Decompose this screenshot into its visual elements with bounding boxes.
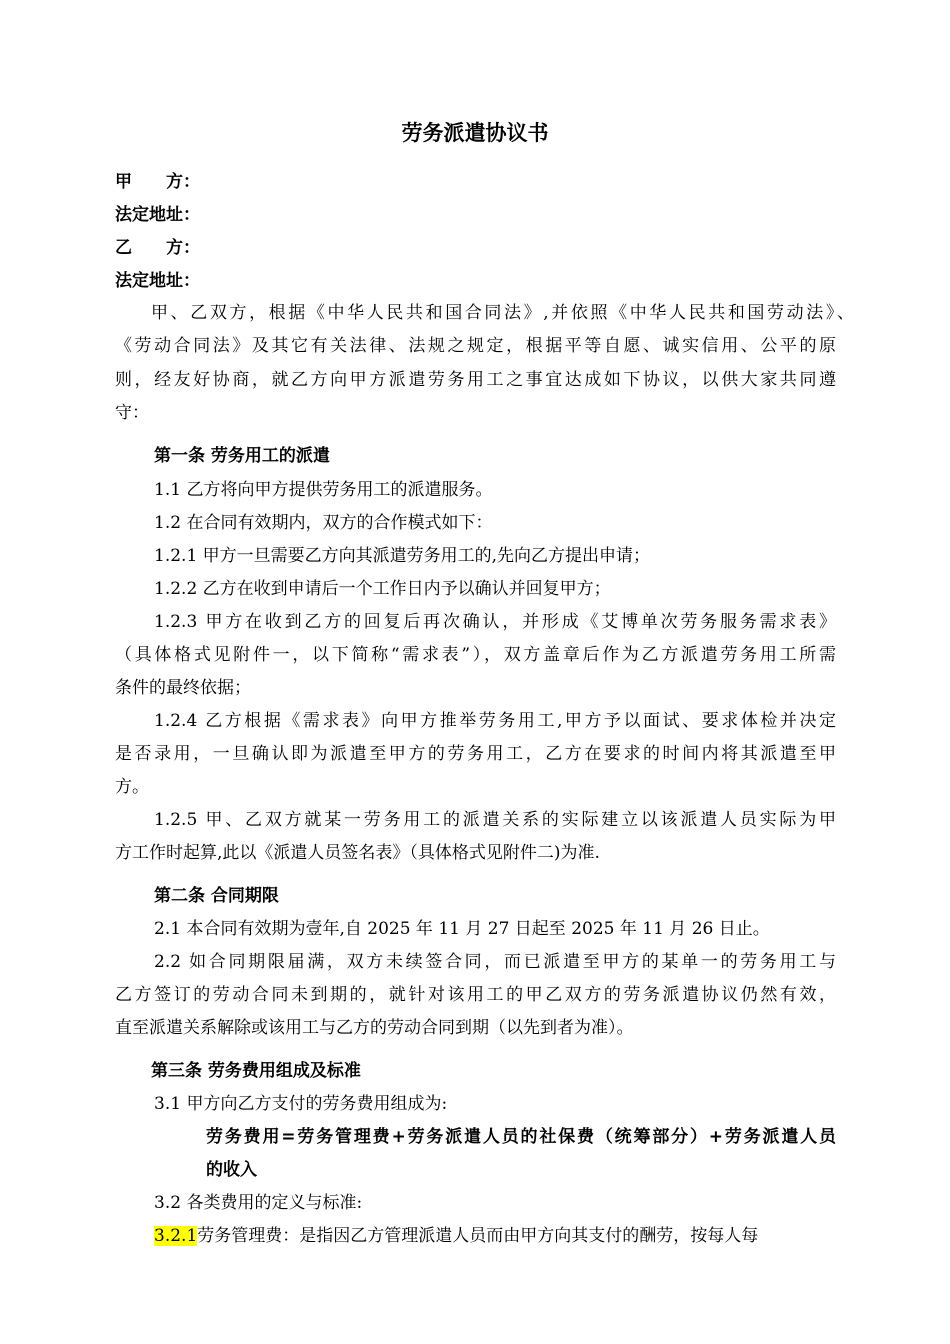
fee-formula-line: 的收入 [206,1160,257,1180]
clause-1-2-4-line: 1.2.4 乙方根据《需求表》向甲方推举劳务用工,甲方予以面试、要求体检并决定 [154,711,836,731]
highlighted-clause-number: 3.2.1 [154,1226,198,1246]
clause-2-2-line: 乙方签订的劳动合同未到期的，就针对该用工的甲乙双方的劳务派遣协议仍然有效， [115,985,836,1005]
clause-2-2-line: 直至派遣关系解除或该用工与乙方的劳动合同到期（以先到者为准）。 [115,1018,634,1038]
clause-3-1: 3.1 甲方向乙方支付的劳务费用组成为: [154,1094,448,1114]
article-2-heading: 第二条 合同期限 [154,886,279,906]
intro-line: 守： [115,403,149,423]
clause-1-2-5-line: 方工作时起算,此以《派遣人员签名表》（具体格式见附件二)为准. [115,843,600,863]
clause-2-2-line: 2.2 如合同期限届满，双方未续签合同，而已派遣至甲方的某单一的劳务用工与 [154,952,836,972]
clause-1-2-2: 1.2.2 乙方在收到申请后一个工作日内予以确认并回复甲方； [154,579,611,599]
address-a-label: 法定地址： [115,205,200,225]
clause-1-2: 1.2 在合同有效期内，双方的合作模式如下： [154,513,493,533]
party-a-label: 甲 方： [115,172,200,192]
party-b-label: 乙 方： [115,238,200,258]
clause-1-2-1: 1.2.1 甲方一旦需要乙方向其派遣劳务用工的,先向乙方提出申请； [154,546,651,566]
clause-1-2-3-line: 条件的最终依据； [115,678,251,698]
clause-1-2-5-line: 1.2.5 甲、乙双方就某一劳务用工的派遣关系的实际建立以该派遣人员实际为甲 [154,810,836,830]
address-b-label: 法定地址： [115,271,200,291]
intro-line: 则，经友好协商，就乙方向甲方派遣劳务用工之事宜达成如下协议，以供大家共同遵 [115,370,836,390]
clause-2-1: 2.1 本合同有效期为壹年,自 2025 年 11 月 27 日起至 2025 年 11 月 26 日止。 [154,919,770,939]
clause-1-2-3-line: （具体格式见附件一，以下简称“需求表”），双方盖章后作为乙方派遣劳务用工所需 [115,645,836,665]
clause-1-2-4-line: 方。 [115,777,149,797]
clause-3-2-1-text: 劳务管理费：是指因乙方管理派遣人员而由甲方向其支付的酬劳，按每人每 [197,1226,759,1246]
clause-1-2-4-line: 是否录用，一旦确认即为派遣至甲方的劳务用工，乙方在要求的时间内将其派遣至甲 [115,744,836,764]
clause-3-2-1 [154,1224,758,1248]
intro-line: 《劳动合同法》及其它有关法律、法规之规定，根据平等自愿、诚实信用、公平的原 [115,336,836,356]
clause-1-1: 1.1 乙方将向甲方提供劳务用工的派遣服务。 [154,480,493,500]
document-title: 劳务派遣协议书 [401,121,549,145]
intro-line: 甲、乙双方，根据《中华人民共和国合同法》,并依照《中华人民共和国劳动法》、 [151,303,854,323]
article-3-heading: 第三条 劳务费用组成及标准 [151,1061,361,1081]
clause-3-2: 3.2 各类费用的定义与标准: [154,1193,363,1213]
article-1-heading: 第一条 劳务用工的派遣 [154,446,330,466]
clause-1-2-3-line: 1.2.3 甲方在收到乙方的回复后再次确认，并形成《艾博单次劳务服务需求表》 [154,612,836,632]
fee-formula-line: 劳务费用=劳务管理费+劳务派遣人员的社保费（统筹部分）+劳务派遣人员 [206,1127,836,1147]
